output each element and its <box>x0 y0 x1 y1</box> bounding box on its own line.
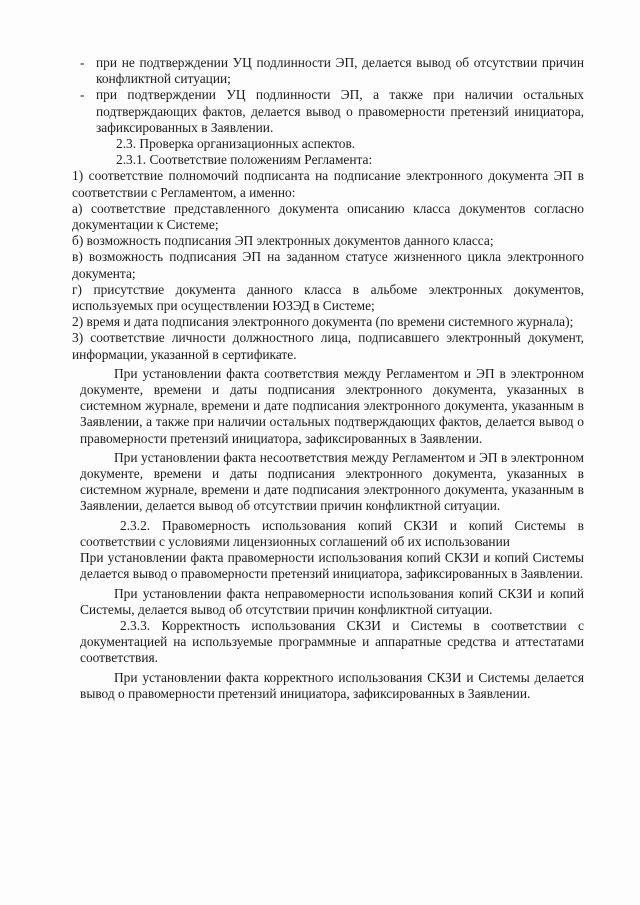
list-item-v: в) возможность подписания ЭП на заданном статусе жизненного цикла электронного документа; <box>72 249 584 281</box>
bullet-item <box>80 87 584 136</box>
bullet-dash: - <box>80 87 85 103</box>
section-2-3-3-heading: 2.3.3. Корректность использования СКЗИ и Системы в соответствии с документацией на используемые программные и аппаратные средства и аттестатами соответствия. <box>80 617 584 666</box>
list-item-g: г) присутствие документа данного класса в альбоме электронных документов, используемых при осуществлении ЮЗЭД в Системе; <box>72 281 584 314</box>
bullet-dash: - <box>80 55 85 70</box>
bullet-item <box>80 55 584 87</box>
section-2-3-heading: 2.3. Проверка организационных аспектов. <box>116 136 356 152</box>
section-2-3-2-heading: 2.3.2. Правомерность использования копий СКЗИ и копий Системы в соответствии с условиями лицензионных соглашений об их использовании <box>80 517 584 549</box>
paragraph-unlawful: При установлении факта неправомерности использования копий СКЗИ и копий Системы, делается вывод об отсутствии причин конфликтной ситуации. <box>80 585 584 617</box>
list-item-1: 1) соответствие полномочий подписанта на подписание электронного документа ЭП в соответствии с Регламентом, а именно: <box>72 168 584 200</box>
list-item-3: 3) соответствие личности должностного лица, подписавшего электронный документ, информации, указанной в сертификате. <box>72 330 584 362</box>
paragraph-mismatch: При установлении факта несоответствия между Регламентом и ЭП в электронном документе, времени и даты подписания электронного документа, указанных в системном журнале, времени и дате подписания электронного документа, указанным в Заявлении, делается вывод об отсутствии причин конфликтной ситуации. <box>80 449 584 514</box>
section-2-3-1-heading: 2.3.1. Соответствие положениям Регламента: <box>116 152 373 168</box>
bullet-text: при подтверждении УЦ подлинности ЭП, а также при наличии остальных подтверждающих фактов, делается вывод о правомерности претензий инициатора, зафиксированных в Заявлении. <box>96 87 584 135</box>
paragraph-lawful: При установлении факта правомерности использования копий СКЗИ и копий Системы делается вывод о правомерности претензий инициатора, зафиксированных в Заявлении. <box>80 550 584 582</box>
paragraph-correct: При установлении факта корректного использования СКЗИ и Системы делается вывод о правомерности претензий инициатора, зафиксированных в Заявлении. <box>80 669 584 701</box>
bullet-text: при не подтверждении УЦ подлинности ЭП, делается вывод об отсутствии причин конфликтной ситуации; <box>96 55 584 87</box>
list-item-2: 2) время и дата подписания электронного документа (по времени системного журнала); <box>72 314 574 330</box>
list-item-b: б) возможность подписания ЭП электронных документов данного класса; <box>72 233 494 249</box>
list-item-a: а) соответствие представленного документа описанию класса документов согласно документации к Системе; <box>72 200 584 233</box>
paragraph-match: При установлении факта соответствия между Регламентом и ЭП в электронном документе, времени и даты подписания электронного документа, указанных в системном журнале, времени и дате подписания электронного документа, указанным в Заявлении, а также при наличии остальных подтверждающих фактов, делается вывод о правомерности претензий инициатора, зафиксированных в Заявлении. <box>80 365 584 446</box>
